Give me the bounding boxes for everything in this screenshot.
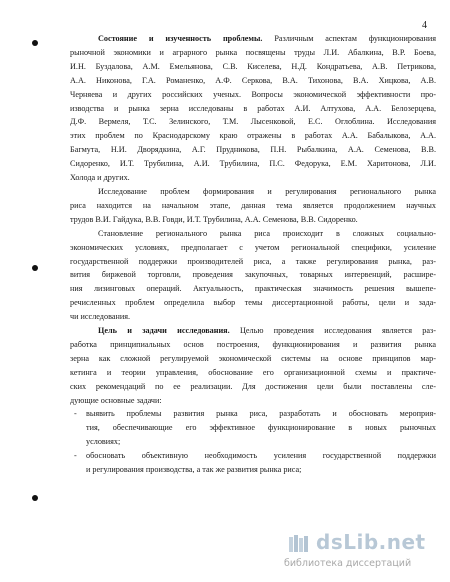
section-heading: Состояние и изученность проблемы. — [98, 34, 263, 43]
text-line: условиях; — [86, 437, 121, 447]
text-line: дующие основные задачи: — [70, 395, 162, 405]
text-line: Холода и других. — [70, 173, 130, 183]
text-line: Состояние и изученность проблемы. Различным аспектам функционирования — [98, 34, 436, 43]
text-line: А.А. Никонова, Г.А. Романенко, А.Ф. Серкова, В.А. Тихонова, В.А. Хицкова, А.В. — [70, 75, 436, 85]
text-line: Становление регионального рынка риса происходит в сложных социально- — [98, 228, 436, 238]
paragraph — [70, 324, 436, 407]
text-line: Сидоренко, И.Т. Трубилина, А.И. Трубилина, П.С. Федорука, Е.М. Харитонова, Л.И. — [70, 159, 436, 169]
list-item — [70, 449, 436, 477]
text-line: - обосновать объективную необходимость усиления государственной поддержки — [70, 449, 436, 463]
binder-hole-mark — [32, 495, 38, 501]
text-line: ских рекомендаций по ее реализации. Для достижения цели были поставлены сле- — [70, 381, 436, 391]
library-icon — [288, 534, 310, 554]
text-line: этих проблем по Краснодарскому краю отражены в работах А.А. Бабалыкова, А.А. — [70, 131, 436, 141]
text-line: Багмута, Н.И. Дворядкина, А.Г. Прудникова, П.Н. Рыбалкина, А.А. Семенова, В.В. — [70, 145, 436, 155]
text-line: риса находится на начальном этапе, данная тема является продолжением научных — [70, 200, 436, 210]
bullet-mark: - — [74, 451, 77, 461]
text-line: речисленных проблем определила выбор темы диссертационной работы, цели и зада- — [70, 298, 436, 308]
watermark-subtitle: библиотека диссертаций — [284, 558, 412, 569]
text-line: Д.Ф. Вермеля, Т.С. Зелинского, Т.М. Лысенковой, Е.С. Оглоблина. Исследования — [70, 117, 436, 127]
text-line: вития биржевой торговли, проведения закупочных, товарных интервенций, расшире- — [70, 270, 436, 280]
text-line: тия, обеспечивающие его эффективное функционирование в новых рыночных — [86, 423, 436, 433]
text-line: Черняева и других российских ученых. Вопросы экономической эффективности про- — [70, 89, 436, 99]
bullet-mark: - — [74, 409, 77, 419]
binder-hole-mark — [32, 40, 38, 46]
text-line: Исследование проблем формирования и регулирования регионального рынка — [98, 186, 436, 196]
text-line: работка принципиальных основ построения, функционирования и развития рынка — [70, 339, 436, 349]
paragraph — [70, 32, 436, 185]
text-line: рыночной экономики и аграрного рынка посвящены труды Л.И. Абалкина, В.Р. Боева, — [70, 47, 436, 57]
page-number: 4 — [422, 20, 427, 31]
text-line: Цель и задачи исследования. Целью проведения исследования является раз- — [98, 326, 436, 336]
paragraph — [70, 227, 436, 324]
text-line: чи исследования. — [70, 312, 131, 322]
text-line: и регулирования производства, а так же развития рынка риса; — [86, 465, 302, 475]
text-line: - выявить проблемы развития рынка риса, разработать и обосновать мероприя- — [70, 407, 436, 421]
text-line: ния лизинговых операций. Актуальность, практическая значимость решения вышепе- — [70, 284, 436, 294]
text-line: И.Н. Буздалова, А.М. Емельянова, С.В. Киселева, Н.Д. Кондратьева, А.В. Петрикова, — [70, 61, 436, 71]
task-list — [70, 407, 436, 477]
text-line: экономических условиях, предполагает с учетом региональной специфики, усиление — [70, 242, 436, 252]
document-body — [70, 32, 436, 477]
text-line: изводства и рынка зерна исследованы в работах А.И. Алтухова, А.А. Белозерцева, — [70, 103, 436, 113]
binder-hole-mark — [32, 265, 38, 271]
text-line: кетинга и теории управления, обоснование его организационной схемы и практиче- — [70, 367, 436, 377]
text-line: трудов В.И. Гайдука, В.В. Говди, И.Т. Трубилина, А.А. Семенова, В.В. Сидоренко. — [70, 214, 358, 224]
watermark — [278, 530, 448, 580]
text-line: зерна как сложной регулируемой экономической системы на основе принципов мар- — [70, 353, 436, 363]
watermark-logo: dsLib.net — [316, 530, 426, 554]
section-heading: Цель и задачи исследования. — [98, 326, 230, 336]
paragraph — [70, 185, 436, 227]
text-line: государственной поддержки производителей риса, а также регулирования рынка, раз- — [70, 256, 436, 266]
list-item — [70, 407, 436, 449]
